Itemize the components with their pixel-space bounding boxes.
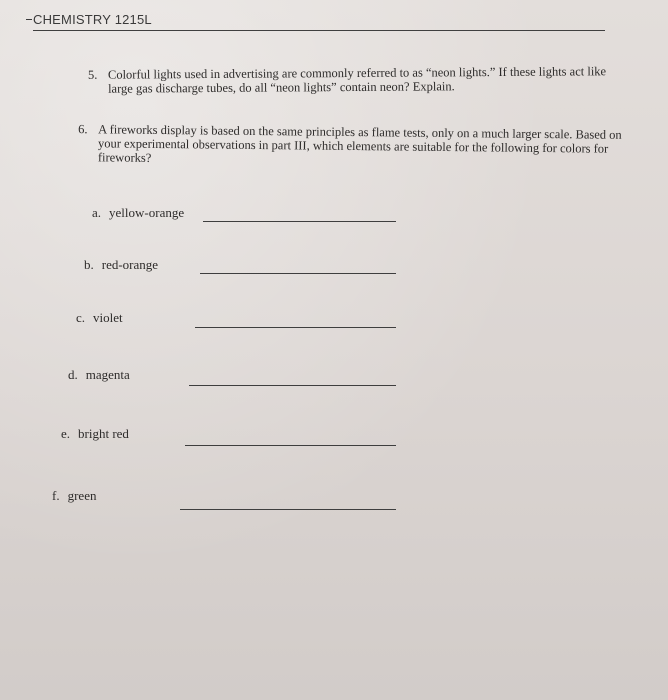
course-header: CHEMISTRY 1215L <box>33 12 152 27</box>
answer-blank-red-orange[interactable] <box>200 273 396 274</box>
answer-letter: c. <box>76 310 86 325</box>
answer-magenta <box>68 367 130 383</box>
header-rule <box>33 30 605 31</box>
answer-letter: a. <box>92 205 102 220</box>
answer-label: violet <box>93 310 123 325</box>
question-6-text: A fireworks display is based on the same principles as flame tests, only on a much larger scale. Based on your experimental observations in part III, which elements are suitable for the following for colors for fireworks? <box>97 122 622 165</box>
answer-green <box>52 488 96 504</box>
answer-label: red-orange <box>101 257 159 272</box>
header-dash <box>26 19 32 20</box>
question-5-text: Colorful lights used in advertising are commonly referred to as “neon lights.” If these lights act like large gas discharge tubes, do all “neon lights” contain neon? Explain. <box>107 64 607 96</box>
answer-blank-violet[interactable] <box>195 327 396 328</box>
answer-bright-red <box>61 426 129 442</box>
answer-yellow-orange <box>92 205 184 221</box>
question-6-number: 6. <box>78 122 88 137</box>
answer-blank-bright-red[interactable] <box>185 445 396 446</box>
answer-red-orange <box>84 257 158 273</box>
answer-letter: d. <box>68 367 78 382</box>
answer-label: bright red <box>78 426 129 441</box>
answer-label: yellow-orange <box>109 205 185 220</box>
answer-violet <box>76 310 123 326</box>
answer-blank-magenta[interactable] <box>189 385 396 386</box>
answer-label: magenta <box>85 367 130 382</box>
answer-label: green <box>67 488 97 503</box>
question-6 <box>78 122 623 170</box>
question-5-number: 5. <box>87 67 98 82</box>
answer-letter: e. <box>61 426 71 441</box>
answer-blank-green[interactable] <box>180 509 396 510</box>
answer-letter: f. <box>52 488 60 503</box>
answer-letter: b. <box>84 257 94 272</box>
answer-blank-yellow-orange[interactable] <box>203 221 396 222</box>
question-5 <box>88 64 618 96</box>
